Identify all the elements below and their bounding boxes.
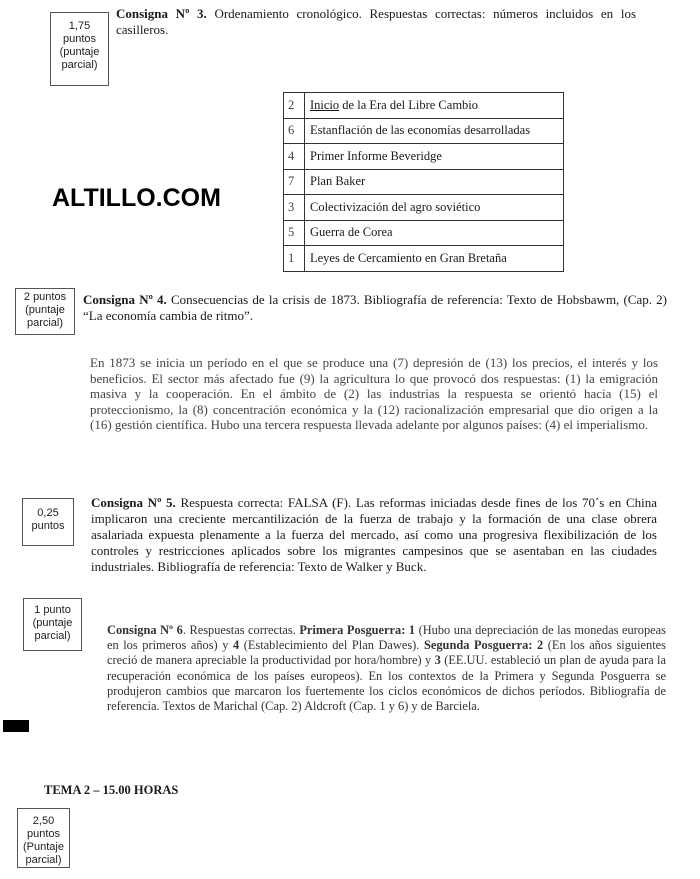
score-note: parcial) [26,317,64,329]
order-number: 6 [284,118,305,144]
text-run: . Respuestas correctas. [182,623,300,637]
consigna-4-body: En 1873 se inicia un período en el que se produce una (7) depresión de (13) los precios, el interés y los beneficios. El sector más afectado fue (9) la agricultura lo que provocó dos respuestas: (1) la emigración masiva y la cooperación. En el ámbito de (2) las industrias la respuesta se orientó hacia (15) el proteccionismo, la (8) concentración económica y la (12) racionalización empresarial que dio origen a la (16) gestión científica. Hubo una tercera respuesta llevada adelante por algunos países: (4) el imperialismo. [90,355,658,433]
score-unit: puntos [62,33,97,45]
consigna-5-paragraph [91,495,657,575]
text-run: (EE.UU. estableció un plan de ayuda para la recuperación económica de los países europeos). En los contextos de la Primera y Segunda Posguerra se produjeron cambios que marcaron los fuertemente los ciclos económicos de dichos períodos. Bibliografía de referencia. Textos de Marichal (Cap. 2) Aldcroft (Cap. 1 y 6) y de Barciela. [107,653,666,714]
event-label-text: Guerra de Corea [310,225,393,240]
event-label [305,118,564,144]
score-value: 1 punto [34,604,71,616]
score-box-tema2 [17,808,70,868]
score-unit: puntos [26,828,61,840]
score-box-c5 [22,498,74,546]
chronology-row [284,220,564,246]
consigna-3-title: Consigna Nº 3. [116,6,207,21]
event-label [305,246,564,272]
order-number: 4 [284,144,305,170]
consigna-3-text: Ordenamiento cronológico. Respuestas correctas: números incluidos en los casilleros. [116,6,637,37]
bold-run: 3 [434,653,441,668]
chronology-row [284,93,564,119]
consigna-3-heading [116,6,636,38]
event-label-underlined: Inicio [310,97,340,112]
event-label-text: Plan Baker [310,174,366,189]
consigna-4-heading [83,292,667,324]
order-number: 2 [284,93,305,119]
order-number: 5 [284,220,305,246]
score-note: (Puntaje [23,841,64,853]
event-label-text: Primer Informe Beveridge [310,148,442,163]
order-number: 7 [284,169,305,195]
event-label [305,195,564,221]
chronology-row [284,195,564,221]
watermark-logo: ALTILLO.COM [52,184,221,212]
score-note: parcial) [61,59,98,71]
score-box-c3 [50,12,109,86]
chronology-row [284,169,564,195]
order-number: 1 [284,246,305,272]
event-label [305,144,564,170]
event-label [305,169,564,195]
event-label [305,220,564,246]
score-box-c6 [23,598,82,651]
bold-run: Segunda Posguerra: 2 [423,638,544,653]
score-unit: puntos [31,520,65,532]
consigna-5-title: Consigna Nº 5. [91,495,176,510]
score-value: 2,50 [32,815,55,827]
consigna-6-paragraph [107,623,666,714]
consigna-5-text: Respuesta correcta: FALSA (F). Las reformas iniciadas desde fines de los 70´s en China implicaron una creciente mercantilización de la fuerza de trabajo y la formación de una clase obrera asalariada expuesta plenamente a la fuerza del mercado, así como una progresiva flexibilización de los controles y restricciones aplicados sobre los migrantes campesinos que se asentaban en las ciudades industriales. Bibliografía de referencia: Texto de Walker y Buck. [91,495,658,575]
event-label-text: Leyes de Cercamiento en Gran Bretaña [310,250,507,265]
score-note: (puntaje [25,304,65,316]
order-number: 3 [284,195,305,221]
consigna-6-title: Consigna Nº 6 [107,623,183,637]
event-label-text: de la Era del Libre Cambio [339,97,479,112]
text-run: (Hubo una depreciación de las monedas europeas en los primeros años) y [107,623,667,653]
consigna-4-title: Consigna Nº 4. [83,292,167,307]
score-note: parcial) [25,854,62,866]
event-label-text: Colectivización del agro soviético [310,199,481,214]
consigna-4-text: Consecuencias de la crisis de 1873. Bibliografía de referencia: Texto de Hobsbawm, (Cap. 2) “La economía cambia de ritmo”. [83,292,667,323]
redaction-bar [3,720,29,732]
score-value: 2 puntos [23,291,67,303]
event-label-text: Estanflación de las economías desarrolladas [310,123,531,138]
text-run: (En los años siguientes creció de manera apreciable la productividad por hora/hombre) y [107,638,667,668]
score-value: 1,75 [68,20,91,32]
chronology-table [283,92,564,272]
chronology-row [284,118,564,144]
score-box-c4 [15,288,75,335]
chronology-row [284,246,564,272]
chronology-row [284,144,564,170]
text-run: (Establecimiento del Plan Dawes). [239,638,424,653]
event-label [305,93,564,119]
score-note: (puntaje [32,617,73,629]
bold-run: Primera Posguerra: 1 [299,623,416,637]
score-note: (puntaje [59,46,100,58]
score-note: parcial) [34,630,71,642]
section-heading: TEMA 2 – 15.00 HORAS [44,783,179,797]
score-value: 0,25 [37,507,59,519]
bold-run: 4 [232,638,240,653]
